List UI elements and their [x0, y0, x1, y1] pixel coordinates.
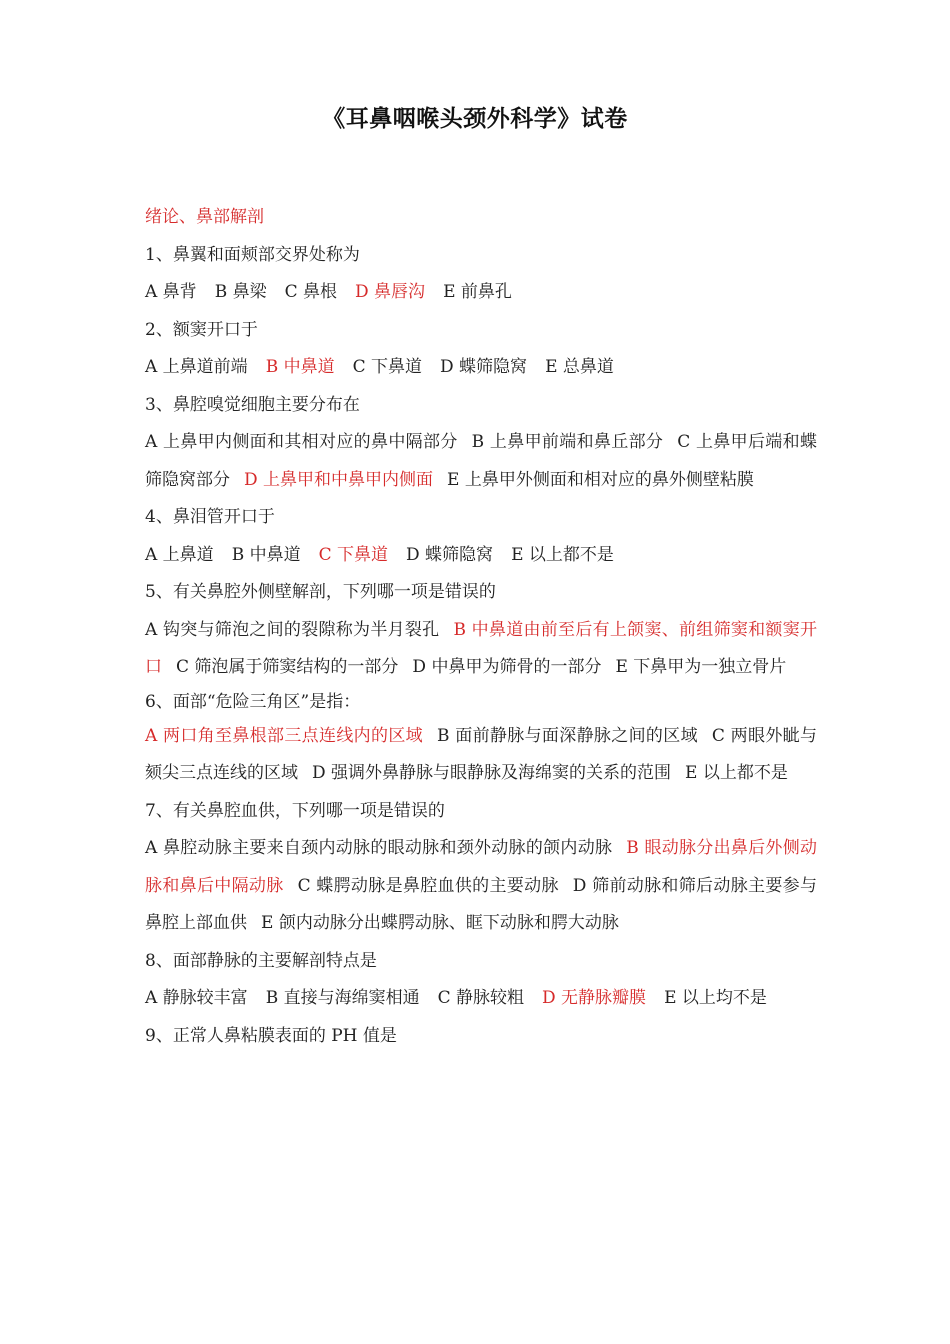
- option-a: A 上鼻甲内侧面和其相对应的鼻中隔部分: [145, 432, 458, 452]
- option-c: C 蝶腭动脉是鼻腔血供的主要动脉: [297, 875, 559, 896]
- option-d: D 中鼻甲为筛骨的一部分: [412, 657, 602, 677]
- question-5-options: [145, 612, 817, 687]
- question-6-stem: 6、面部“危险三角区”是指：: [145, 691, 361, 712]
- section-heading: 绪论、鼻部解剖: [145, 207, 264, 227]
- option-b: B 鼻梁: [214, 282, 267, 302]
- question-8-options: [145, 980, 817, 1018]
- page-title: 《耳鼻咽喉头颈外科学》试卷: [322, 105, 628, 132]
- answer-option-d: D 鼻唇沟: [355, 282, 426, 302]
- option-c: C 下鼻道: [352, 357, 423, 377]
- question-3-options: [145, 424, 817, 499]
- option-c: C 静脉较粗: [437, 988, 525, 1008]
- question-2-stem: 2、额窦开口于: [145, 319, 258, 340]
- option-e: E 以上均不是: [664, 988, 767, 1008]
- answer-option-b: B 眼动脉分出鼻后外侧动脉和鼻后中隔动脉: [145, 838, 817, 896]
- question-4-stem: 4、鼻泪管开口于: [145, 507, 275, 527]
- option-d: D 蝶筛隐窝: [406, 544, 494, 565]
- option-e: E 上鼻甲外侧面和相对应的鼻外侧壁粘膜: [447, 469, 754, 490]
- option-a: A 静脉较丰富: [145, 988, 248, 1008]
- answer-option-d: D 上鼻甲和中鼻甲内侧面: [244, 469, 434, 490]
- question-7-options: [145, 830, 817, 943]
- answer-option-d: D 无静脉瓣膜: [542, 988, 647, 1008]
- question-1-stem: 1、鼻翼和面颊部交界处称为: [145, 244, 360, 265]
- option-c: C 上鼻甲后端和蝶筛隐窝部分: [145, 432, 817, 490]
- question-3-stem: 3、鼻腔嗅觉细胞主要分布在: [145, 394, 360, 415]
- exam-content: [145, 199, 817, 1055]
- option-e: E 颌内动脉分出蝶腭动脉、眶下动脉和腭大动脉: [261, 913, 619, 933]
- option-a: A 鼻腔动脉主要来自颈内动脉的眼动脉和颈外动脉的颌内动脉: [145, 838, 613, 858]
- question-2-options: [145, 349, 817, 387]
- question-6-options: [145, 718, 817, 793]
- question-7-stem: 7、有关鼻腔血供，下列哪一项是错误的: [145, 800, 445, 821]
- option-b: B 直接与海绵窦相通: [265, 988, 420, 1008]
- option-a: A 鼻背: [145, 282, 197, 302]
- option-e: E 前鼻孔: [443, 282, 512, 302]
- answer-option-a: A 两口角至鼻根部三点连线内的区域: [145, 725, 424, 746]
- option-b: B 上鼻甲前端和鼻丘部分: [471, 432, 664, 452]
- option-c: C 鼻根: [284, 282, 338, 302]
- option-b: B 中鼻道: [231, 544, 301, 565]
- question-5-stem: 5、有关鼻腔外侧壁解剖，下列哪一项是错误的: [145, 582, 496, 602]
- answer-option-b: B 中鼻道由前至后有上颌窦、前组筛窦和额窦开口: [145, 619, 817, 677]
- answer-option-c: C 下鼻道: [318, 544, 389, 565]
- option-a: A 钩突与筛泡之间的裂隙称为半月裂孔: [145, 619, 440, 640]
- option-c: C 筛泡属于筛窦结构的一部分: [176, 657, 399, 677]
- option-e: E 总鼻道: [545, 357, 614, 377]
- option-c: C 两眼外眦与颏尖三点连线的区域: [145, 725, 817, 783]
- option-e: E 以上都不是: [511, 544, 614, 565]
- question-8-stem: 8、面部静脉的主要解剖特点是: [145, 950, 377, 971]
- option-a: A 上鼻道前端: [145, 357, 248, 377]
- option-d: D 蝶筛隐窝: [440, 357, 528, 377]
- option-b: B 面前静脉与面深静脉之间的区域: [437, 725, 698, 746]
- question-9-stem: 9、正常人鼻粘膜表面的 PH 值是: [145, 1025, 397, 1046]
- option-e: E 下鼻甲为一独立骨片: [615, 657, 787, 677]
- option-a: A 上鼻道: [145, 544, 214, 565]
- answer-option-b: B 中鼻道: [265, 357, 335, 377]
- option-d: D 筛前动脉和筛后动脉主要参与鼻腔上部血供: [145, 875, 817, 933]
- question-4-options: [145, 537, 817, 575]
- option-d: D 强调外鼻静脉与眼静脉及海绵窦的关系的范围: [312, 763, 672, 783]
- option-e: E 以上都不是: [685, 763, 788, 783]
- question-1-options: [145, 274, 817, 312]
